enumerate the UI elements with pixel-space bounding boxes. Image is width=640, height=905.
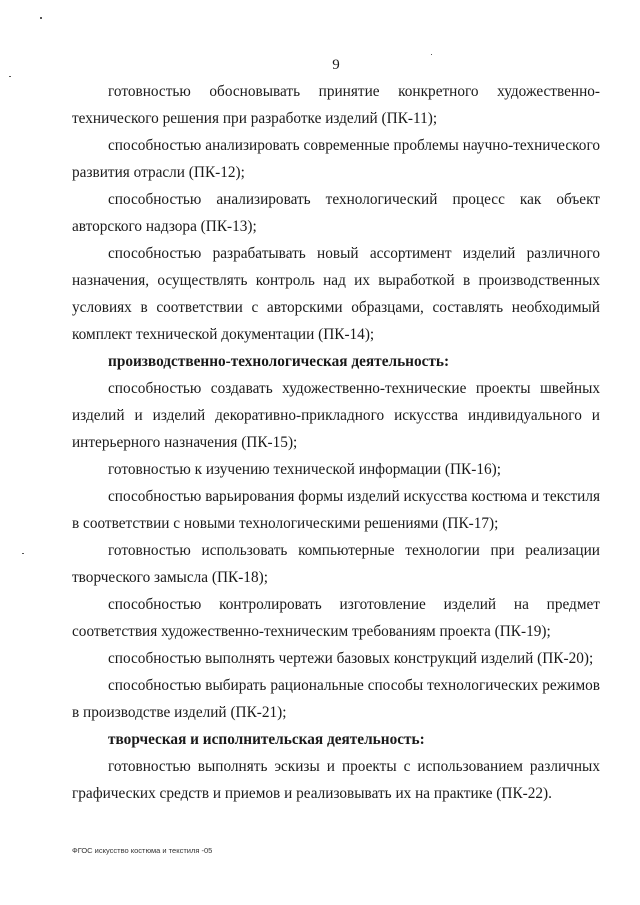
paragraph: способностью создавать художественно-технические проекты швейных изделий и изделий декоративно-прикладного искусства индивидуального и интерьерного назначения (ПК-15);	[72, 380, 600, 451]
paragraph: способностью варьирования формы изделий искусства костюма и текстиля в соответствии с новыми технологическими решениями (ПК-17);	[72, 488, 600, 532]
page-footer: ФГОС искусство костюма и текстиля -05	[72, 846, 213, 855]
paragraph: способностью выполнять чертежи базовых конструкций изделий (ПК-20);	[108, 650, 594, 667]
scan-speck	[9, 76, 11, 77]
paragraph: готовностью к изучению технической информации (ПК-16);	[108, 461, 501, 478]
paragraph: способностью разрабатывать новый ассортимент изделий различного назначения, осуществлять контроль над их выработкой в производственных условиях в соответствии с авторскими образцами, составлять необходимый комплект технической документации (ПК-14);	[72, 245, 600, 343]
paragraph: способностью анализировать технологический процесс как объект авторского надзора (ПК-13);	[72, 191, 600, 235]
scan-speck	[22, 553, 24, 554]
scan-speck	[40, 17, 42, 19]
page-number: 9	[332, 57, 340, 73]
paragraph: способностью выбирать рациональные способы технологических режимов в производстве изделий (ПК-21);	[72, 677, 600, 721]
paragraph: готовностью использовать компьютерные технологии при реализации творческого замысла (ПК-18);	[72, 542, 600, 586]
paragraph: готовностью выполнять эскизы и проекты с использованием различных графических средств и приемов и реализовывать их на практике (ПК-22).	[72, 758, 600, 802]
paragraph: готовностью обосновывать принятие конкретного художественно-технического решения при разработке изделий (ПК-11);	[72, 83, 600, 127]
paragraph: способностью анализировать современные проблемы научно-технического развития отрасли (ПК-12);	[72, 137, 600, 181]
scan-speck	[431, 54, 432, 55]
paragraph: способностью контролировать изготовление изделий на предмет соответствия художественно-техническим требованиям проекта (ПК-19);	[72, 596, 600, 640]
section-heading: производственно-технологическая деятельность:	[108, 353, 450, 370]
section-heading: творческая и исполнительская деятельность:	[108, 731, 425, 748]
document-body	[72, 78, 600, 807]
